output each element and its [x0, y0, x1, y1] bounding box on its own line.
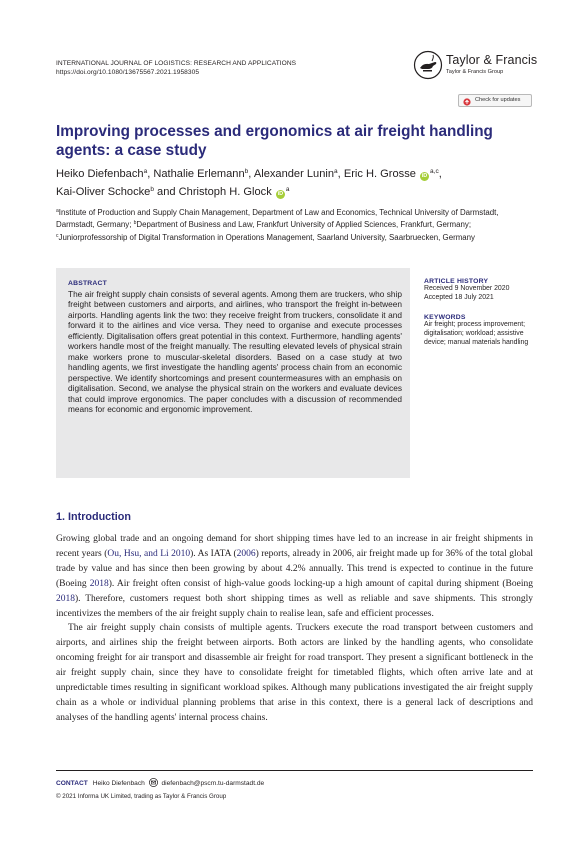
orcid-icon[interactable]: iD — [421, 173, 428, 179]
keywords-text: Air freight; process improvement; digitalisation; workload; assistive device; manual materials handling — [424, 320, 529, 346]
contact-line — [56, 778, 264, 787]
author-list: Heiko Diefenbach$^a$, Nathalie Erlemann$^b$, Alexander Lunin$^a$, Eric H. Grosse iD$^{a,c}$, Kai-Oliver Schocke$^b$ and Christoph H. Glock $iD^a$ — [56, 168, 442, 198]
footer-divider — [56, 770, 533, 771]
affiliation-text: Juniorprofessorship of Digital Transformation in Operations Management, Saarland University, Saarbruecken, Germany — [58, 232, 475, 242]
update-badge-icon — [463, 98, 471, 106]
affiliations — [56, 206, 536, 243]
article-history-heading: ARTICLE HISTORY — [424, 278, 489, 285]
author-affiliation-mark: b — [244, 168, 249, 175]
received-date: Received 9 November 2020 — [424, 285, 510, 292]
check-for-updates-label: Check for updates — [475, 97, 521, 103]
copyright: © 2021 Informa UK Limited, trading as Taylor & Francis Group — [56, 793, 227, 800]
paragraph-2: The air freight supply chain consists of multiple agents. Truckers execute the road transport between customers and airports, and airlines ship the freight between airports. Both actors are linked by the handling agents, who consolidate oncoming freight for air transport and disassemble air freight for road transport. They present a significant bottleneck in the air freight supply chain, since they have to consolidate freight for timetabled flights, which often arrive late and at unpredictable times resulting in significant workload spikes. Although many publications investigated the air freight supply chain as a whole or individual planning problems that arise in this context, there is a general lack of descriptions and analyses of the handling agents' internal process chains. — [56, 623, 533, 723]
keywords-heading: KEYWORDS — [424, 313, 466, 321]
contact-label: CONTACT — [56, 780, 88, 787]
taylor-francis-lamp-icon — [413, 50, 443, 80]
publisher-group: Taylor & Francis Group — [446, 69, 504, 75]
affiliation-mark: a — [56, 208, 59, 214]
author-name: Christoph H. Glock — [178, 186, 272, 198]
doi-link[interactable]: https://doi.org/10.1080/13675567.2021.1958305 — [56, 69, 200, 77]
article-history — [424, 278, 536, 303]
author-affiliation-mark: a — [285, 186, 290, 193]
affiliation-text: Institute of Production and Supply Chain Management, Department of Law and Economics, Technical University of Darmstadt, Darmstadt, Germany; — [56, 208, 499, 230]
contact-name: Heiko Diefenbach — [92, 780, 145, 787]
citation-link[interactable]: 2006 — [236, 548, 256, 559]
body-text — [56, 532, 533, 726]
contact-email[interactable]: diefenbach@pscm.tu-darmstadt.de — [161, 780, 265, 787]
journal-name: INTERNATIONAL JOURNAL OF LOGISTICS: RESEARCH AND APPLICATIONS — [56, 60, 297, 67]
paragraph-1: Growing global trade and an ongoing demand for short shipping times have led to an increase in air freight shipments in recent years (Ou, Hsu, and Li 2010). As IATA (2006) reports, already in 2006, air freight made up for 36% of the total global trade by value and has since then been growing by about 4.2% annually. This trend is expected to continue in the future (Boeing 2018). Air freight often consist of high-value goods locking-up a high amount of capital during shipment (Boeing 2018). Therefore, customers request both short shipping times as well as reliable and save shipments. This strongly incentivizes the members of the air freight supply chain to realise lean, safe and efficient processes. — [56, 534, 533, 619]
citation-link[interactable]: 2018 — [89, 578, 109, 589]
abstract-box — [56, 268, 410, 478]
orcid-icon[interactable]: iD — [277, 191, 284, 197]
author-name: Kai-Oliver Schocke — [56, 186, 151, 198]
author-name: Nathalie Erlemann — [153, 168, 245, 180]
affiliation-mark: c — [56, 232, 59, 239]
check-for-updates-button[interactable] — [458, 94, 532, 107]
citation-link[interactable]: 2010 — [171, 548, 191, 559]
affiliation-text: Department of Business and Law, Frankfurt University of Applied Sciences, Frankfurt, Germany; — [136, 220, 472, 230]
article-info-panel — [424, 278, 536, 348]
author-affiliation-mark: b — [150, 186, 154, 193]
journal-header — [56, 59, 296, 77]
abstract-text: The air freight supply chain consists of several agents. Among them are truckers, who ship freight between customers and airports, and airlines, who transport the freight in-between airports. Handling agents link the two: they receive freight from truckers, consolidate it and forward it to the airlines and vice versa. They need to organise and execute processes efficiently. Digitalisation offers great potential in this context. Furthermore, handling agents' workers handle most of the freight manually. The resulting elevated levels of physical strain make workers prone to muscular-skeletal disorders. Based on a case study at two handling agents, we first investigate the handling agents' process chain from an economic perspective. We identify shortcomings and present countermeasures with an emphasis on digitalisation. Second, we analyse the physical strain on the workers and evaluate devices that could improve ergonomics. The paper concludes with a discussion of recommended means for economic and ergonomic improvement. — [68, 289, 402, 414]
abstract-heading: ABSTRACT — [68, 280, 107, 287]
email-icon — [149, 778, 158, 787]
section-heading: 1. Introduction — [56, 511, 131, 523]
author-affiliation-mark: a — [143, 168, 148, 175]
author-name: Eric H. Grosse — [343, 168, 416, 180]
author-affiliation-mark: a — [334, 168, 338, 175]
keywords — [424, 314, 536, 348]
author-name: Heiko Diefenbach — [56, 168, 144, 180]
affiliation-mark: b — [133, 220, 137, 227]
citation-link[interactable]: Ou, Hsu, and Li — [107, 548, 172, 559]
author-name: Alexander Lunin — [253, 168, 335, 180]
author-affiliation-mark: a,c — [430, 168, 439, 175]
citation-link[interactable]: 2018 — [56, 593, 75, 604]
article-title: Improving processes and ergonomics at air freight handling agents: a case study — [56, 123, 493, 159]
accepted-date: Accepted 18 July 2021 — [424, 293, 494, 301]
publisher-logo — [413, 47, 538, 83]
publisher-name: Taylor & Francis — [446, 53, 538, 67]
